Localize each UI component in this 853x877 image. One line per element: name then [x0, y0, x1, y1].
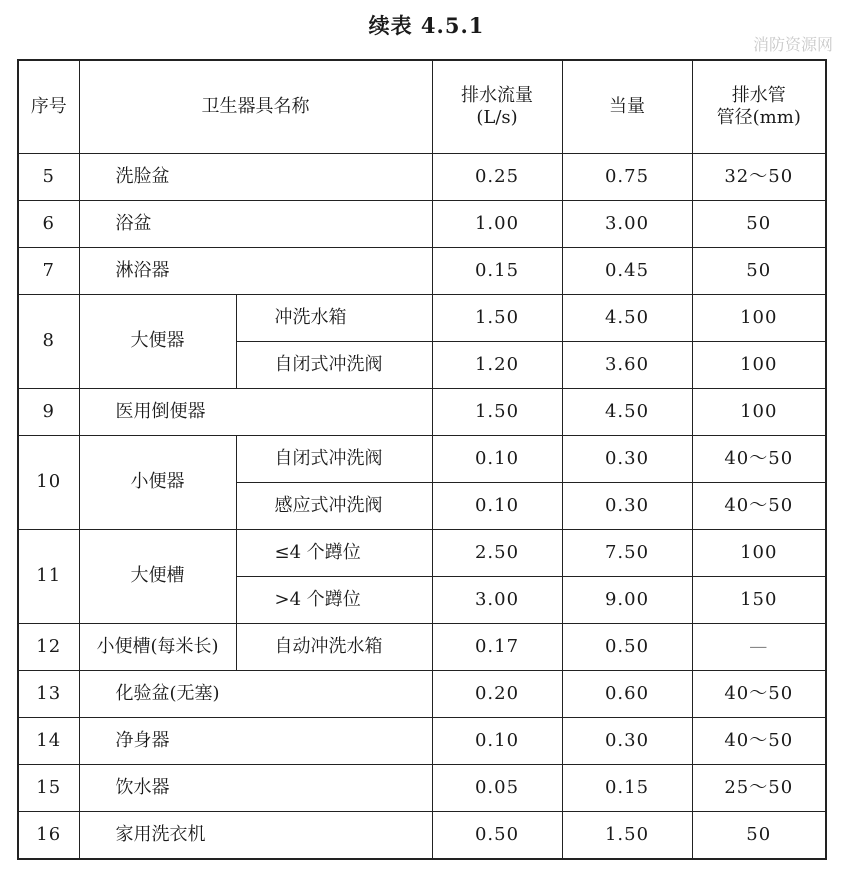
equivalent-value: 0.15 [562, 765, 692, 812]
flow-value: 1.50 [432, 389, 562, 436]
header-index: 序号 [18, 60, 79, 154]
equivalent-value: 7.50 [562, 530, 692, 577]
flow-value: 1.20 [432, 342, 562, 389]
table-row [18, 530, 826, 577]
pipe-value: 40～50 [692, 671, 826, 718]
row-index: 16 [18, 812, 79, 860]
fixture-subtype: ≤4 个蹲位 [236, 530, 432, 577]
table-row [18, 765, 826, 812]
flow-value: 0.10 [432, 483, 562, 530]
pipe-value: 100 [692, 530, 826, 577]
fixture-name: 小便槽(每米长) [79, 624, 236, 671]
fixture-subtype: 感应式冲洗阀 [236, 483, 432, 530]
table-row [18, 624, 826, 671]
row-index: 13 [18, 671, 79, 718]
flow-value: 0.25 [432, 154, 562, 201]
flow-value: 0.05 [432, 765, 562, 812]
watermark: 消防资源网 [752, 35, 833, 54]
fixture-subtype: 自闭式冲洗阀 [236, 342, 432, 389]
header-pipe [692, 60, 826, 154]
header-flow [432, 60, 562, 154]
pipe-value: 150 [692, 577, 826, 624]
equivalent-value: 4.50 [562, 295, 692, 342]
header-pipe-line1: 排水管 [731, 84, 786, 106]
equivalent-value: 4.50 [562, 389, 692, 436]
fixture-name: 家用洗衣机 [79, 812, 432, 860]
pipe-value: 40～50 [692, 718, 826, 765]
equivalent-value: 0.45 [562, 248, 692, 295]
pipe-value: 100 [692, 342, 826, 389]
header-row [18, 60, 826, 154]
row-index: 7 [18, 248, 79, 295]
fixture-name: 医用倒便器 [79, 389, 432, 436]
fixture-subtype: 自闭式冲洗阀 [236, 436, 432, 483]
table-row [18, 295, 826, 342]
row-index: 14 [18, 718, 79, 765]
pipe-value: 50 [692, 248, 826, 295]
row-index: 11 [18, 530, 79, 624]
table-row [18, 812, 826, 860]
header-equivalent: 当量 [562, 60, 692, 154]
equivalent-value: 3.60 [562, 342, 692, 389]
fixture-name: 化验盆(无塞) [79, 671, 432, 718]
equivalent-value: 1.50 [562, 812, 692, 860]
flow-value: 1.50 [432, 295, 562, 342]
fixture-name: 浴盆 [79, 201, 432, 248]
pipe-value: 25～50 [692, 765, 826, 812]
table-row [18, 154, 826, 201]
flow-value: 0.17 [432, 624, 562, 671]
table-title: 续表 4.5.1 [368, 13, 485, 38]
row-index: 5 [18, 154, 79, 201]
fixture-subtype: 自动冲洗水箱 [236, 624, 432, 671]
flow-value: 0.50 [432, 812, 562, 860]
pipe-value: 100 [692, 389, 826, 436]
equivalent-value: 3.00 [562, 201, 692, 248]
pipe-value: 40～50 [692, 436, 826, 483]
equivalent-value: 0.30 [562, 718, 692, 765]
fixture-subtype: 冲洗水箱 [236, 295, 432, 342]
pipe-value: — [692, 624, 826, 671]
fixture-name: 大便器 [79, 295, 236, 389]
flow-value: 0.10 [432, 436, 562, 483]
equivalent-value: 0.75 [562, 154, 692, 201]
pipe-value: 32～50 [692, 154, 826, 201]
flow-value: 3.00 [432, 577, 562, 624]
pipe-value: 50 [692, 201, 826, 248]
drainage-table [17, 59, 827, 860]
pipe-value: 100 [692, 295, 826, 342]
equivalent-value: 0.60 [562, 671, 692, 718]
header-pipe-line2: 管径(mm) [716, 107, 801, 128]
fixture-name: 饮水器 [79, 765, 432, 812]
fixture-name: 洗脸盆 [79, 154, 432, 201]
equivalent-value: 9.00 [562, 577, 692, 624]
flow-value: 2.50 [432, 530, 562, 577]
pipe-value: 50 [692, 812, 826, 860]
row-index: 8 [18, 295, 79, 389]
header-flow-line1: 排水流量 [461, 84, 533, 106]
fixture-name: 小便器 [79, 436, 236, 530]
row-index: 6 [18, 201, 79, 248]
table-row [18, 389, 826, 436]
fixture-name: 淋浴器 [79, 248, 432, 295]
fixture-name: 大便槽 [79, 530, 236, 624]
flow-value: 1.00 [432, 201, 562, 248]
row-index: 15 [18, 765, 79, 812]
table-row [18, 201, 826, 248]
flow-value: 0.15 [432, 248, 562, 295]
fixture-name: 净身器 [79, 718, 432, 765]
table-row [18, 718, 826, 765]
table-row [18, 436, 826, 483]
table-row [18, 671, 826, 718]
row-index: 9 [18, 389, 79, 436]
equivalent-value: 0.30 [562, 483, 692, 530]
header-name: 卫生器具名称 [79, 60, 432, 154]
row-index: 12 [18, 624, 79, 671]
flow-value: 0.20 [432, 671, 562, 718]
equivalent-value: 0.50 [562, 624, 692, 671]
pipe-value: 40～50 [692, 483, 826, 530]
fixture-subtype: >4 个蹲位 [236, 577, 432, 624]
header-flow-line2: (L/s) [476, 107, 518, 128]
row-index: 10 [18, 436, 79, 530]
flow-value: 0.10 [432, 718, 562, 765]
table-row [18, 248, 826, 295]
equivalent-value: 0.30 [562, 436, 692, 483]
